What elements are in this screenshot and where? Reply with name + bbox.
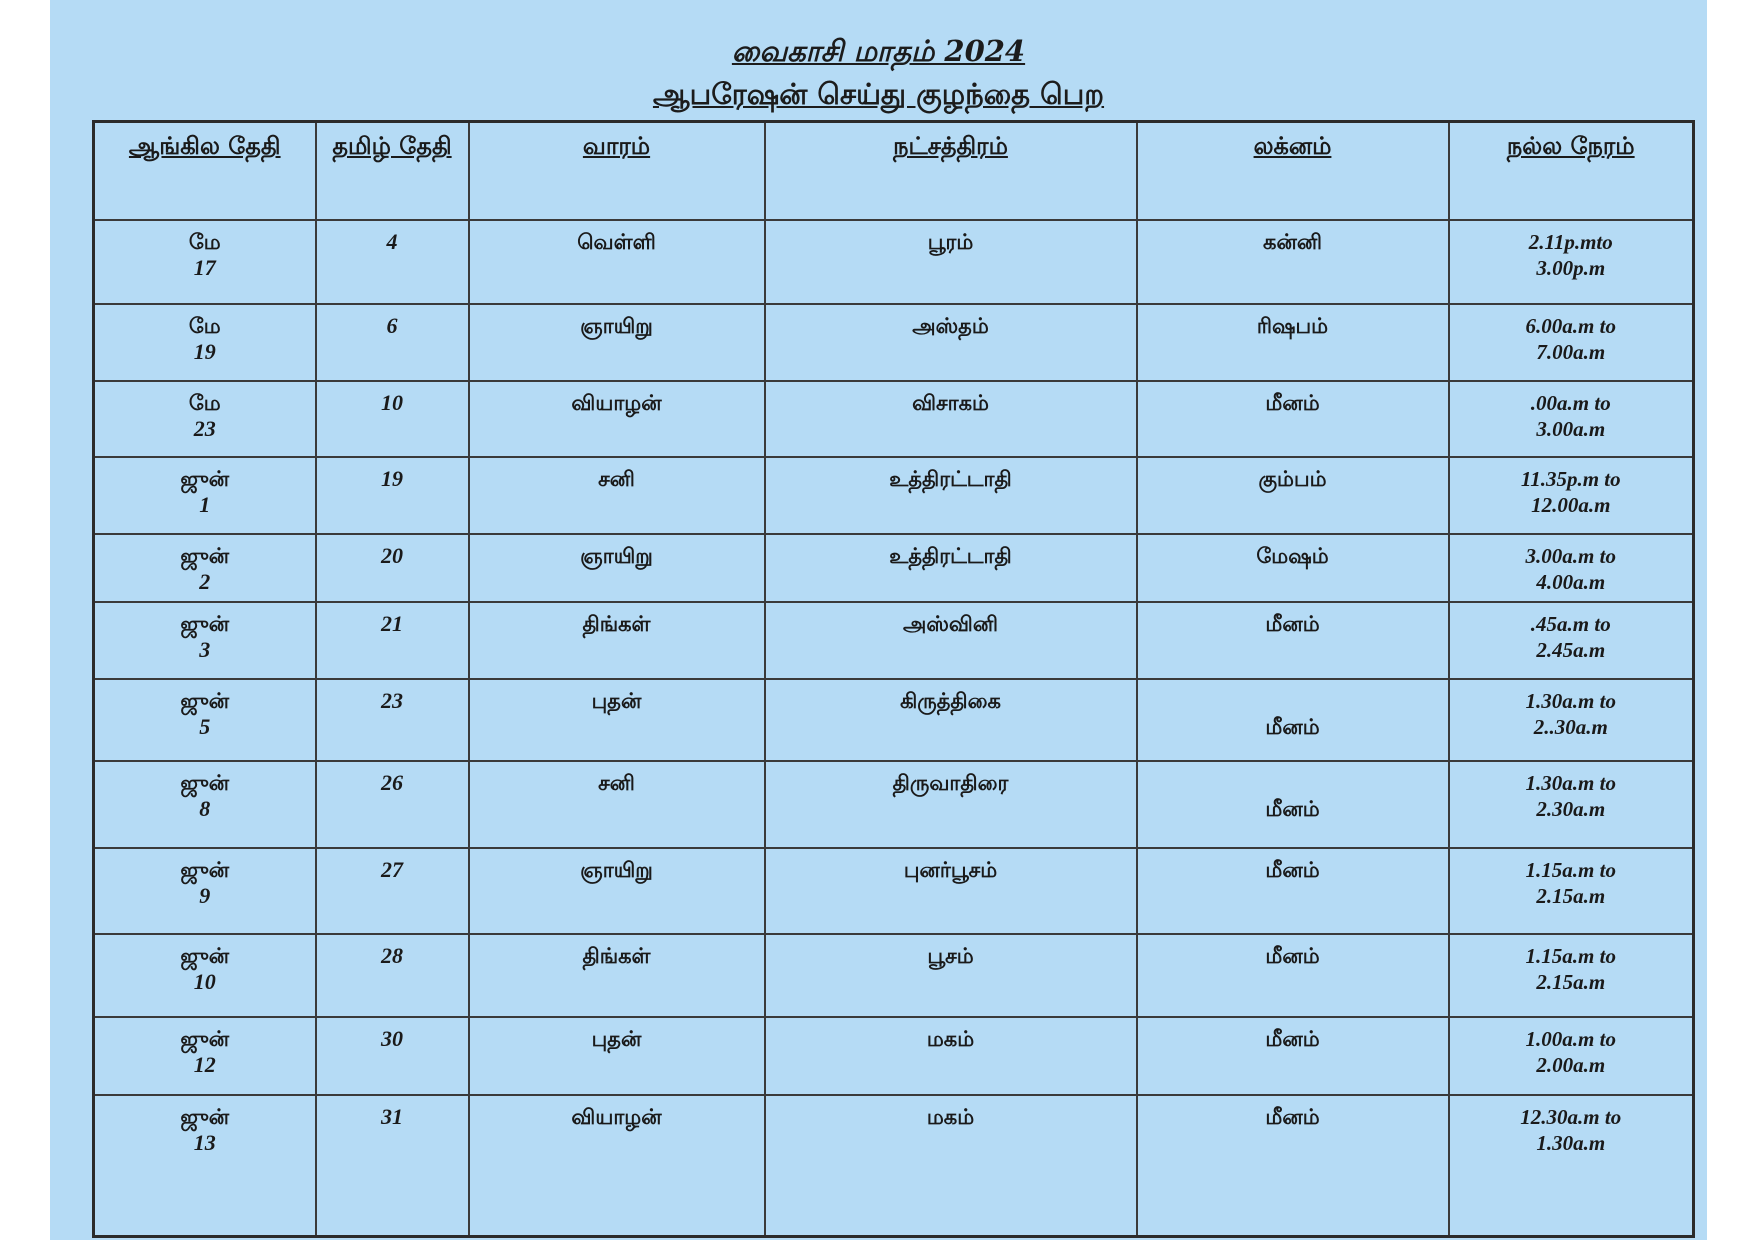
table-row: [94, 457, 1694, 534]
cell-tamil-date: 6: [316, 304, 469, 381]
month-label: ஜுன்: [180, 770, 230, 796]
month-label: மே: [188, 313, 221, 339]
col-header-lagnam: லக்னம்: [1137, 122, 1449, 220]
cell-lagnam: கும்பம்: [1137, 457, 1449, 534]
cell-good-time: [1449, 1017, 1694, 1096]
cell-lagnam: மீனம்: [1137, 602, 1449, 679]
time-start: 1.15a.m to: [1525, 944, 1616, 969]
cell-tamil-date: 31: [316, 1095, 469, 1236]
cell-weekday: ஞாயிறு: [469, 534, 765, 602]
day-number: 5: [199, 713, 211, 739]
cell-good-time: [1449, 304, 1694, 381]
day-number: 3: [199, 637, 211, 663]
day-number: 8: [199, 796, 211, 822]
time-start: 1.30a.m to: [1525, 771, 1616, 796]
cell-good-time: [1449, 602, 1694, 679]
cell-english-date: [94, 679, 316, 762]
month-label: மே: [188, 228, 221, 254]
time-end: 4.00a.m: [1536, 569, 1606, 594]
cell-weekday: வியாழன்: [469, 1095, 765, 1236]
time-start: 1.00a.m to: [1525, 1026, 1616, 1051]
cell-lagnam: மீனம்: [1137, 381, 1449, 458]
cell-tamil-date: 10: [316, 381, 469, 458]
time-end: 12.00a.m: [1531, 493, 1611, 518]
cell-tamil-date: 21: [316, 602, 469, 679]
cell-star: விசாகம்: [765, 381, 1137, 458]
cell-english-date: [94, 1095, 316, 1236]
time-end: 3.00p.m: [1536, 255, 1606, 280]
cell-tamil-date: 27: [316, 848, 469, 935]
cell-star: திருவாதிரை: [765, 761, 1137, 848]
time-start: 1.30a.m to: [1525, 688, 1616, 713]
cell-lagnam: மேஷம்: [1137, 534, 1449, 602]
table-row: [94, 1095, 1694, 1236]
time-end: 1.30a.m: [1536, 1131, 1606, 1156]
cell-star: பூசம்: [765, 934, 1137, 1017]
day-number: 23: [193, 415, 216, 441]
col-header-english-date: ஆங்கில தேதி: [94, 122, 316, 220]
day-number: 17: [193, 254, 216, 280]
cell-english-date: [94, 602, 316, 679]
cell-weekday: புதன்: [469, 679, 765, 762]
cell-tamil-date: 19: [316, 457, 469, 534]
cell-good-time: [1449, 1095, 1694, 1236]
day-number: 12: [193, 1051, 216, 1077]
cell-star: மகம்: [765, 1095, 1137, 1236]
cell-weekday: ஞாயிறு: [469, 848, 765, 935]
table-row: [94, 304, 1694, 381]
table-row: [94, 220, 1694, 305]
month-label: மே: [188, 389, 221, 415]
cell-english-date: [94, 1017, 316, 1096]
cell-english-date: [94, 534, 316, 602]
cell-weekday: சனி: [469, 457, 765, 534]
cell-star: பூரம்: [765, 220, 1137, 305]
cell-weekday: சனி: [469, 761, 765, 848]
month-label: ஜுன்: [180, 542, 230, 568]
cell-tamil-date: 26: [316, 761, 469, 848]
time-start: .00a.m to: [1530, 390, 1611, 415]
cell-english-date: [94, 934, 316, 1017]
month-label: ஜுன்: [180, 687, 230, 713]
cell-star: கிருத்திகை: [765, 679, 1137, 762]
cell-lagnam: மீனம்: [1137, 1017, 1449, 1096]
day-number: 9: [199, 882, 211, 908]
time-start: 12.30a.m to: [1520, 1105, 1622, 1130]
table-row: [94, 1017, 1694, 1096]
table-row: [94, 761, 1694, 848]
page-title: வைகாசி மாதம் 2024: [731, 34, 1026, 68]
cell-tamil-date: 23: [316, 679, 469, 762]
table-row: [94, 381, 1694, 458]
cell-lagnam: மீனம்: [1137, 848, 1449, 935]
time-end: 2..30a.m: [1533, 714, 1608, 739]
header-row: [94, 122, 1694, 220]
cell-weekday: திங்கள்: [469, 602, 765, 679]
cell-weekday: புதன்: [469, 1017, 765, 1096]
cell-good-time: [1449, 934, 1694, 1017]
time-start: 3.00a.m to: [1525, 543, 1616, 568]
cell-good-time: [1449, 220, 1694, 305]
cell-english-date: [94, 848, 316, 935]
cell-lagnam: மீனம்: [1137, 934, 1449, 1017]
table-row: [94, 848, 1694, 935]
month-label: ஜுன்: [180, 1104, 230, 1130]
cell-tamil-date: 4: [316, 220, 469, 305]
cell-weekday: வெள்ளி: [469, 220, 765, 305]
month-label: ஜுன்: [180, 856, 230, 882]
cell-english-date: [94, 381, 316, 458]
day-number: 19: [193, 339, 216, 365]
time-end: 7.00a.m: [1536, 340, 1606, 365]
cell-tamil-date: 20: [316, 534, 469, 602]
month-label: ஜுன்: [180, 466, 230, 492]
cell-lagnam: மீனம்: [1137, 1095, 1449, 1236]
cell-english-date: [94, 304, 316, 381]
schedule-table: [92, 120, 1695, 1238]
cell-english-date: [94, 220, 316, 305]
cell-lagnam: கன்னி: [1137, 220, 1449, 305]
cell-star: உத்திரட்டாதி: [765, 534, 1137, 602]
cell-tamil-date: 28: [316, 934, 469, 1017]
table-row: [94, 679, 1694, 762]
table-row: [94, 534, 1694, 602]
day-number: 13: [193, 1130, 216, 1156]
table-row: [94, 602, 1694, 679]
time-end: 2.30a.m: [1536, 797, 1606, 822]
time-end: 2.45a.m: [1536, 638, 1606, 663]
day-number: 2: [199, 568, 211, 594]
cell-weekday: வியாழன்: [469, 381, 765, 458]
cell-good-time: [1449, 761, 1694, 848]
cell-star: அஸ்தம்: [765, 304, 1137, 381]
cell-good-time: [1449, 848, 1694, 935]
cell-tamil-date: 30: [316, 1017, 469, 1096]
page-subtitle: ஆபரேஷன் செய்து குழந்தை பெற: [652, 77, 1105, 111]
document-page: [50, 0, 1707, 1240]
cell-good-time: [1449, 457, 1694, 534]
time-start: .45a.m to: [1530, 612, 1611, 637]
time-start: 6.00a.m to: [1525, 314, 1616, 339]
cell-lagnam: ரிஷபம்: [1137, 304, 1449, 381]
col-header-weekday: வாரம்: [469, 122, 765, 220]
cell-good-time: [1449, 679, 1694, 762]
cell-lagnam: மீனம்: [1137, 761, 1449, 848]
cell-star: புனர்பூசம்: [765, 848, 1137, 935]
cell-star: மகம்: [765, 1017, 1137, 1096]
time-start: 2.11p.mto: [1528, 229, 1613, 254]
time-start: 11.35p.m to: [1520, 467, 1621, 492]
col-header-good-time: நல்ல நேரம்: [1449, 122, 1694, 220]
month-label: ஜுன்: [180, 943, 230, 969]
day-number: 10: [193, 969, 216, 995]
cell-english-date: [94, 457, 316, 534]
cell-weekday: திங்கள்: [469, 934, 765, 1017]
cell-good-time: [1449, 381, 1694, 458]
month-label: ஜுன்: [180, 1025, 230, 1051]
col-header-star: நட்சத்திரம்: [765, 122, 1137, 220]
table-row: [94, 934, 1694, 1017]
cell-good-time: [1449, 534, 1694, 602]
time-end: 2.00a.m: [1536, 1052, 1606, 1077]
time-end: 2.15a.m: [1536, 883, 1606, 908]
cell-star: உத்திரட்டாதி: [765, 457, 1137, 534]
col-header-tamil-date: தமிழ் தேதி: [316, 122, 469, 220]
time-end: 2.15a.m: [1536, 970, 1606, 995]
month-label: ஜுன்: [180, 611, 230, 637]
cell-star: அஸ்வினி: [765, 602, 1137, 679]
cell-weekday: ஞாயிறு: [469, 304, 765, 381]
cell-english-date: [94, 761, 316, 848]
day-number: 1: [199, 492, 211, 518]
time-end: 3.00a.m: [1536, 416, 1606, 441]
cell-lagnam: மீனம்: [1137, 679, 1449, 762]
time-start: 1.15a.m to: [1525, 857, 1616, 882]
